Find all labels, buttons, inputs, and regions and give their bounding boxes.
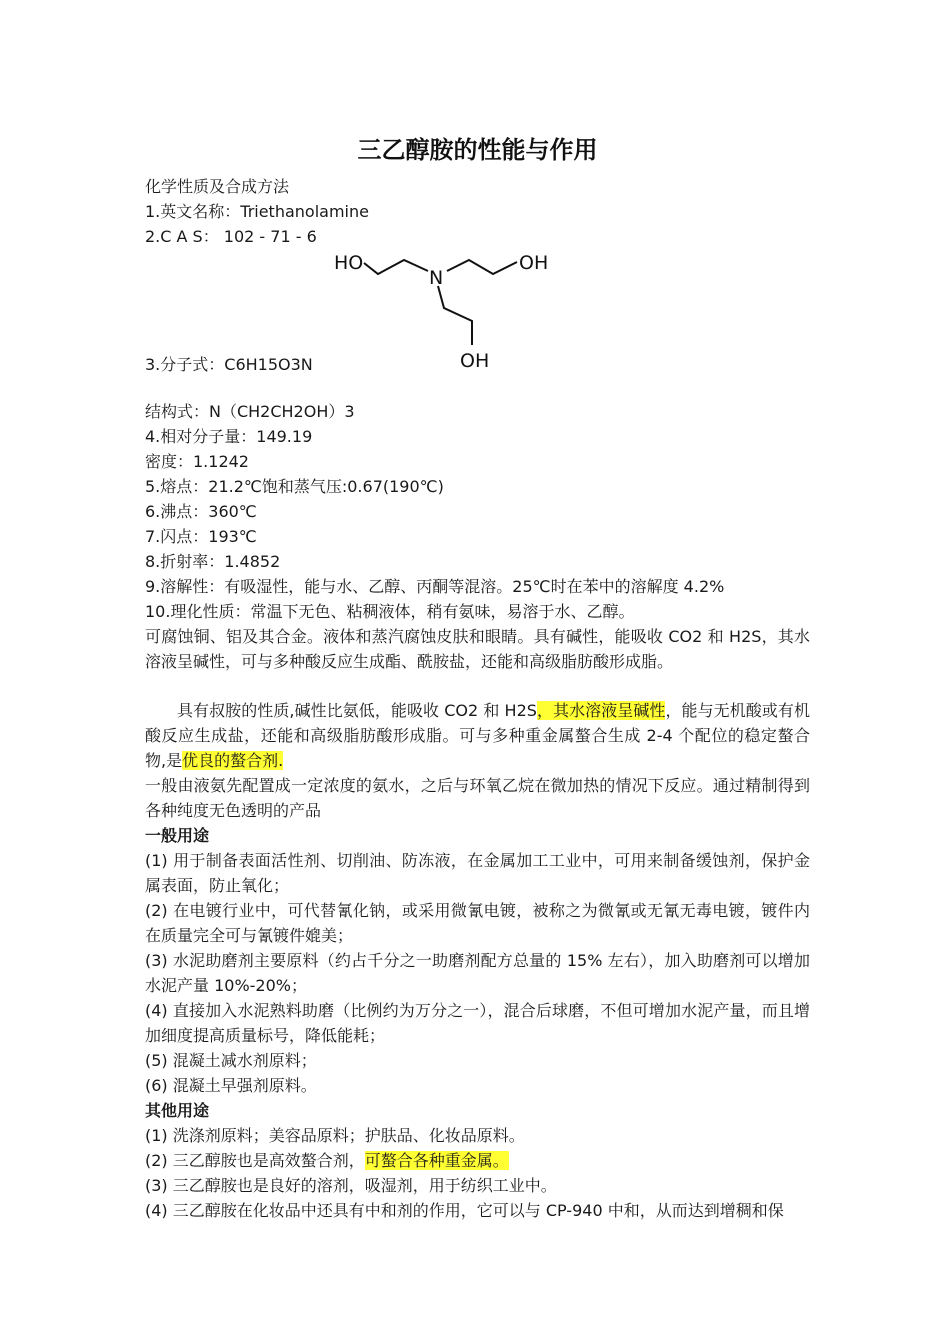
general-use-item-6: (6) 混凝土早强剂原料。 (145, 1076, 317, 1095)
prop-molecular-weight: 4.相对分子量：149.19 (145, 427, 313, 446)
prop-boiling-point: 6.沸点：360℃ (145, 502, 257, 521)
prop-formula: 3.分子式：C6H15O3N (145, 355, 313, 374)
triethanolamine-structure-diagram (330, 245, 560, 375)
corrosion-paragraph: 可腐蚀铜、铝及其合金。液体和蒸汽腐蚀皮肤和眼睛。具有碱性，能吸收 CO2 和 H2S，其水溶液呈碱性，可与多种酸反应生成酯、酰胺盐，还能和高级脂肪酸形成脂。 (145, 627, 810, 671)
general-use-item-3: (3) 水泥助磨剂主要原料（约占千分之一助磨剂配方总量的 15% 左右），加入助磨剂可以增加水泥产量 10%-20%； (145, 951, 810, 995)
amine-highlight-chelator: 优良的螯合剂. (182, 751, 284, 770)
molecule-n-label: N (429, 267, 444, 289)
other-use-item-2-text: (2) 三乙醇胺也是高效螯合剂， (145, 1151, 365, 1170)
other-use-item-4: (4) 三乙醇胺在化妆品中还具有中和剂的作用，它可以与 CP-940 中和，从而达到增稠和保 (145, 1201, 784, 1220)
molecule-ho-label: HO (334, 252, 364, 274)
other-use-item-3: (3) 三乙醇胺也是良好的溶剂，吸湿剂，用于纺织工业中。 (145, 1176, 557, 1195)
prop-physicochemical: 10.理化性质：常温下无色、粘稠液体，稍有氨味，易溶于水、乙醇。 (145, 602, 635, 621)
prop-melting-point: 5.熔点：21.2℃饱和蒸气压:0.67(190℃) (145, 477, 444, 496)
general-use-heading: 一般用途 (145, 826, 210, 845)
prop-cas: 2.C A S： 102 - 71 - 6 (145, 227, 317, 246)
molecule-right-chain (447, 260, 517, 274)
amine-highlight-alkaline: ，其水溶液呈碱性 (536, 701, 666, 720)
molecule-left-chain (364, 260, 428, 274)
other-use-item-2-highlight: 可螯合各种重金属。 (364, 1151, 509, 1170)
molecule-oh-right-label: OH (519, 252, 549, 274)
other-use-item-2 (145, 1148, 509, 1173)
general-use-item-5: (5) 混凝土减水剂原料； (145, 1051, 317, 1070)
prop-solubility: 9.溶解性：有吸湿性，能与水、乙醇、丙酮等混溶。25℃时在苯中的溶解度 4.2% (145, 577, 725, 596)
general-use-item-1: (1) 用于制备表面活性剂、切削油、防冻液，在金属加工工业中，可用来制备缓蚀剂，保护金属表面，防止氧化； (145, 851, 810, 895)
prop-structural-formula: 结构式：N（CH2CH2OH）3 (145, 402, 355, 421)
prop-refractive-index: 8.折射率：1.4852 (145, 552, 281, 571)
general-use-item-4: (4) 直接加入水泥熟料助磨（比例约为万分之一），混合后球磨，不但可增加水泥产量，而且增加细度提高质量标号，降低能耗； (145, 1001, 810, 1045)
prop-english-name: 1.英文名称：Triethanolamine (145, 202, 369, 221)
amine-paragraph (145, 698, 810, 773)
other-use-item-1: (1) 洗涤剂原料；美容品原料；护肤品、化妆品原料。 (145, 1126, 525, 1145)
other-use-heading: 其他用途 (145, 1101, 210, 1120)
amine-text-2: ，能与无机酸或有机酸反应生成盐，还能和高级脂肪酸形成脂。可与多种重金属螯合生成 2-4 个配位的稳定螯合物,是 (145, 701, 810, 770)
general-use-item-2: (2) 在电镀行业中，可代替氰化钠，或采用微氰电镀，被称之为微氰或无氰无毒电镀，镀件内在质量完全可与氰镀件媲美； (145, 901, 810, 945)
molecule-oh-bottom-label: OH (460, 350, 490, 372)
synthesis-paragraph: 一般由液氨先配置成一定浓度的氨水，之后与环氧乙烷在微加热的情况下反应。通过精制得到各种纯度无色透明的产品 (145, 776, 810, 820)
document-title: 三乙醇胺的性能与作用 (357, 136, 598, 164)
prop-density: 密度：1.1242 (145, 452, 249, 471)
molecule-bottom-chain (438, 286, 472, 345)
amine-text-1: 具有叔胺的性质,碱性比氨低，能吸收 CO2 和 H2S (177, 701, 537, 720)
prop-flash-point: 7.闪点：193℃ (145, 527, 257, 546)
section-heading-chemistry: 化学性质及合成方法 (145, 177, 290, 196)
